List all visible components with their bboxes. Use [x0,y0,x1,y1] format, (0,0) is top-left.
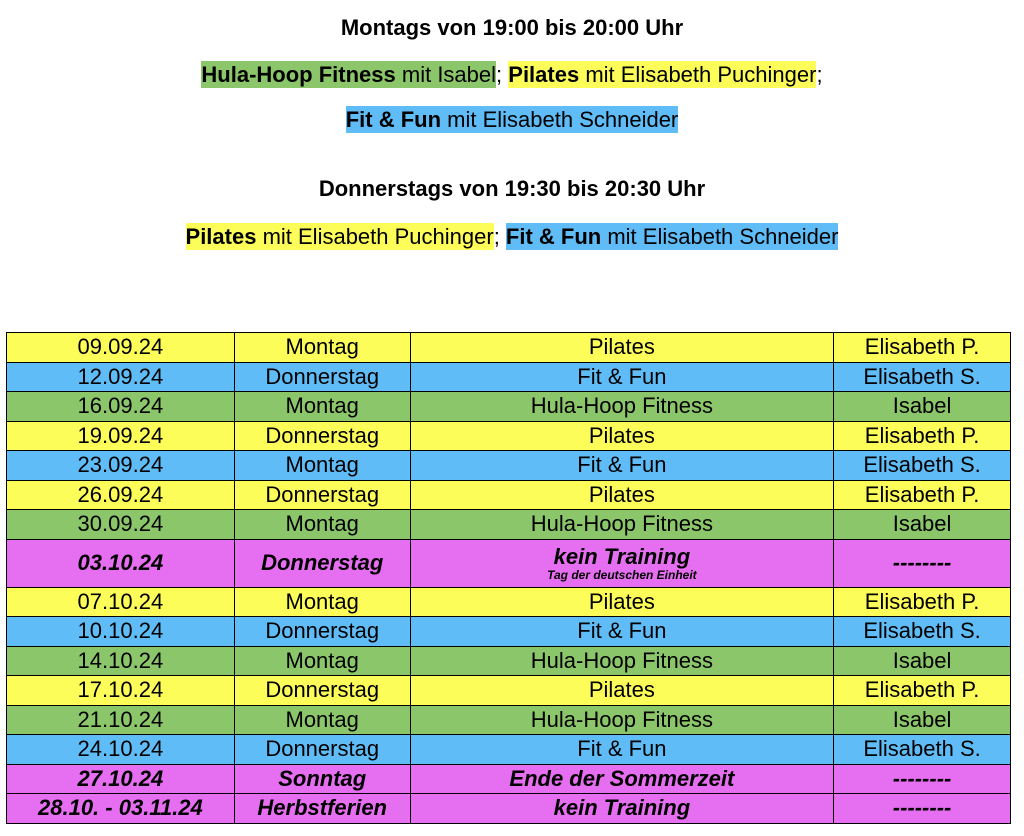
trainer-cell: Elisabeth P. [834,421,1011,451]
date-cell: 16.09.24 [7,392,235,422]
day-cell: Montag [234,587,410,617]
day-cell: Donnerstag [234,421,410,451]
trainer-cell: Elisabeth S. [834,617,1011,647]
schedule-row [7,451,1011,481]
day-cell: Montag [234,646,410,676]
date-cell: 19.09.24 [7,421,235,451]
day-cell: Donnerstag [234,676,410,706]
date-cell: 26.09.24 [7,480,235,510]
day-cell: Montag [234,451,410,481]
fit-fun-trainer: mit Elisabeth Schneider [441,107,679,132]
date-cell: 24.10.24 [7,735,235,765]
course-cell [410,539,833,587]
trainer-cell: Elisabeth S. [834,735,1011,765]
pilates-trainer: mit Elisabeth Puchinger [256,224,494,249]
trainer-cell: -------- [834,539,1011,587]
course-cell: Hula-Hoop Fitness [410,705,833,735]
schedule-row [7,392,1011,422]
trainer-cell: -------- [834,764,1011,794]
schedule-row [7,705,1011,735]
hula-hoop-highlight [201,61,496,88]
course-cell: Fit & Fun [410,735,833,765]
date-cell: 17.10.24 [7,676,235,706]
day-cell: Sonntag [234,764,410,794]
course-note: Tag der deutschen Einheit [547,568,697,582]
trainer-cell: Isabel [834,705,1011,735]
trainer-cell: Elisabeth P. [834,676,1011,706]
separator: ; [496,62,509,87]
date-cell: 07.10.24 [7,587,235,617]
course-cell: Pilates [410,587,833,617]
day-cell: Donnerstag [234,617,410,647]
trainer-cell: Elisabeth P. [834,333,1011,363]
trainer-cell: Elisabeth P. [834,480,1011,510]
separator: ; [816,62,823,87]
hula-hoop-name: Hula-Hoop Fitness [201,62,396,87]
date-cell: 23.09.24 [7,451,235,481]
schedule-row [7,676,1011,706]
fit-fun-name: Fit & Fun [505,224,602,249]
schedule-row [7,510,1011,540]
trainer-cell: Isabel [834,510,1011,540]
trainer-cell: Elisabeth S. [834,451,1011,481]
day-cell: Herbstferien [234,794,410,824]
course-cell: Hula-Hoop Fitness [410,646,833,676]
day-cell: Montag [234,333,410,363]
course-cell: Ende der Sommerzeit [410,764,833,794]
schedule-row [7,794,1011,824]
pilates-highlight [508,61,816,88]
monday-title: Montags von 19:00 bis 20:00 Uhr [340,15,684,40]
trainer-cell: -------- [834,794,1011,824]
trainer-cell: Elisabeth P. [834,587,1011,617]
date-cell: 21.10.24 [7,705,235,735]
day-cell: Donnerstag [234,735,410,765]
day-cell: Donnerstag [234,539,410,587]
date-cell: 12.09.24 [7,362,235,392]
day-cell: Donnerstag [234,362,410,392]
day-cell: Montag [234,392,410,422]
pilates-highlight [186,223,494,250]
schedule-row [7,480,1011,510]
schedule-table [6,332,1011,824]
schedule-row [7,764,1011,794]
schedule-row [7,617,1011,647]
schedule-row [7,539,1011,587]
course-cell: Hula-Hoop Fitness [410,392,833,422]
date-cell: 30.09.24 [7,510,235,540]
date-cell: 09.09.24 [7,333,235,363]
thursday-courses-line [0,223,1024,251]
trainer-cell: Isabel [834,646,1011,676]
course-cell: kein Training [410,794,833,824]
schedule-row [7,735,1011,765]
fit-fun-highlight [506,223,839,250]
course-cell: Fit & Fun [410,617,833,647]
date-cell: 03.10.24 [7,539,235,587]
date-cell: 27.10.24 [7,764,235,794]
date-cell: 14.10.24 [7,646,235,676]
course-cell: Fit & Fun [410,362,833,392]
date-cell: 10.10.24 [7,617,235,647]
pilates-name: Pilates [508,62,580,87]
pilates-trainer: mit Elisabeth Puchinger [579,62,817,87]
schedule-row [7,587,1011,617]
course-cell: Pilates [410,421,833,451]
course-cell: Pilates [410,333,833,363]
day-cell: Donnerstag [234,480,410,510]
course-cell: Pilates [410,480,833,510]
course-cell: Pilates [410,676,833,706]
pilates-name: Pilates [185,224,257,249]
fit-fun-name: Fit & Fun [345,107,442,132]
fit-fun-trainer: mit Elisabeth Schneider [601,224,839,249]
monday-courses-line-2 [0,106,1024,134]
day-cell: Montag [234,705,410,735]
date-cell: 28.10. - 03.11.24 [7,794,235,824]
schedule-row [7,362,1011,392]
course-label: kein Training [553,544,691,569]
schedule-row [7,421,1011,451]
course-cell: Fit & Fun [410,451,833,481]
fit-fun-highlight [346,106,679,133]
thursday-title: Donnerstags von 19:30 bis 20:30 Uhr [318,176,706,201]
trainer-cell: Isabel [834,392,1011,422]
day-cell: Montag [234,510,410,540]
course-cell: Hula-Hoop Fitness [410,510,833,540]
hula-hoop-trainer: mit Isabel [395,62,497,87]
separator: ; [493,224,506,249]
schedule-row [7,333,1011,363]
schedule-row [7,646,1011,676]
trainer-cell: Elisabeth S. [834,362,1011,392]
monday-courses-line [0,61,1024,89]
